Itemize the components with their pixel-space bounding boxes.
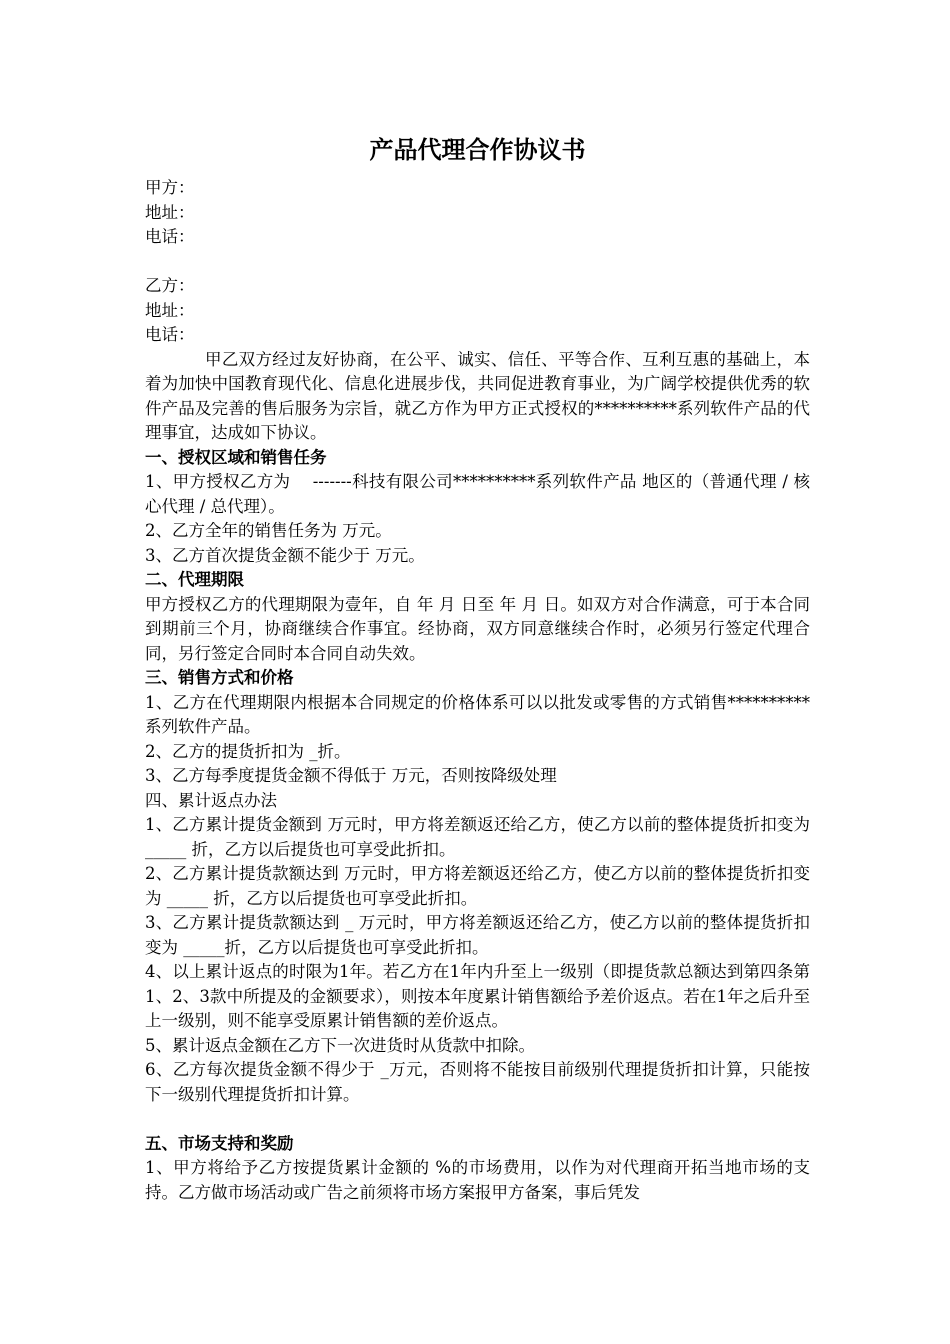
section-1 xyxy=(145,446,810,569)
clause: 3、乙方累计提货款额达到 _ 万元时，甲方将差额返还给乙方，使乙方以前的整体提货折扣变为 _____折，乙方以后提货也可享受此折扣。 xyxy=(145,913,810,957)
clause: 3、乙方每季度提货金额不得低于 万元，否则按降级处理 xyxy=(145,766,557,785)
section-heading: 二、代理期限 xyxy=(145,570,244,589)
clause: 2、乙方全年的销售任务为 万元。 xyxy=(145,521,392,540)
section-heading: 一、授权区域和销售任务 xyxy=(145,447,327,467)
section-heading: 四、累计返点办法 xyxy=(145,790,277,810)
party-a-name: 甲方： xyxy=(145,178,195,197)
section-heading: 五、市场支持和奖励 xyxy=(145,1133,294,1153)
clause: 1、甲方授权乙方为 -------科技有限公司**********系列软件产品 地区的（普通代理 / 核心代理 / 总代理）。 xyxy=(145,472,810,516)
intro-paragraph: 甲乙双方经过友好协商，在公平、诚实、信任、平等合作、互利互惠的基础上，本着为加快中国教育现代化、信息化进展步伐，共同促进教育事业，为广阔学校提供优秀的软件产品及完善的售后服务为宗旨，就乙方作为甲方正式授权的**********系列软件产品的代理事宜，达成如下协议。 xyxy=(145,349,810,442)
party-b-phone: 电话： xyxy=(145,325,195,344)
party-a-phone: 电话： xyxy=(145,227,195,246)
clause: 3、乙方首次提货金额不能少于 万元。 xyxy=(145,545,425,565)
clause: 2、乙方的提货折扣为 _折。 xyxy=(145,741,351,761)
party-a-address: 地址： xyxy=(145,202,195,222)
party-b-block xyxy=(145,274,810,348)
party-b-name: 乙方： xyxy=(145,276,195,295)
clause: 6、乙方每次提货金额不得少于 _万元，否则将不能按目前级别代理提货折扣计算，只能按下一级别代理提货折扣计算。 xyxy=(145,1060,810,1104)
party-a-block xyxy=(145,176,810,250)
clause: 4、以上累计返点的时限为1年。若乙方在1年内升至上一级别（即提货款总额达到第四条第1、2、3款中所提及的金额要求），则按本年度累计销售额给予差价返点。若在1年之后升至上一级别，则不能享受原累计销售额的差价返点。 xyxy=(145,962,810,1030)
clause: 1、乙方累计提货金额到 万元时，甲方将差额返还给乙方，使乙方以前的整体提货折扣变为 _____ 折，乙方以后提货也可享受此折扣。 xyxy=(145,815,810,859)
section-2 xyxy=(145,568,810,666)
document-title: 产品代理合作协议书 xyxy=(369,136,586,164)
section-4 xyxy=(145,789,810,1108)
spacer xyxy=(145,250,810,275)
party-b-address: 地址： xyxy=(145,300,195,320)
clause: 1、乙方在代理期限内根据本合同规定的价格体系可以以批发或零售的方式销售**********系列软件产品。 xyxy=(145,692,810,736)
section-heading: 三、销售方式和价格 xyxy=(145,668,294,687)
clause: 甲方授权乙方的代理期限为壹年，自 年 月 日至 年 月 日。如双方对合作满意，可于本合同到期前三个月，协商继续合作事宜。经协商，双方同意继续合作时，必须另行签定代理合同，另行签定合同时本合同自动失效。 xyxy=(145,594,810,663)
clause: 1、甲方将给予乙方按提货累计金额的 %的市场费用，以作为对代理商开拓当地市场的支持。乙方做市场活动或广告之前须将市场方案报甲方备案，事后凭发 xyxy=(145,1158,810,1202)
spacer xyxy=(145,1107,810,1132)
section-5 xyxy=(145,1132,810,1206)
document-body xyxy=(145,130,810,1205)
section-3 xyxy=(145,666,810,789)
clause: 5、累计返点金额在乙方下一次进货时从货款中扣除。 xyxy=(145,1035,535,1055)
clause: 2、乙方累计提货款额达到 万元时，甲方将差额返还给乙方，使乙方以前的整体提货折扣变为 _____ 折，乙方以后提货也可享受此折扣。 xyxy=(145,864,810,908)
